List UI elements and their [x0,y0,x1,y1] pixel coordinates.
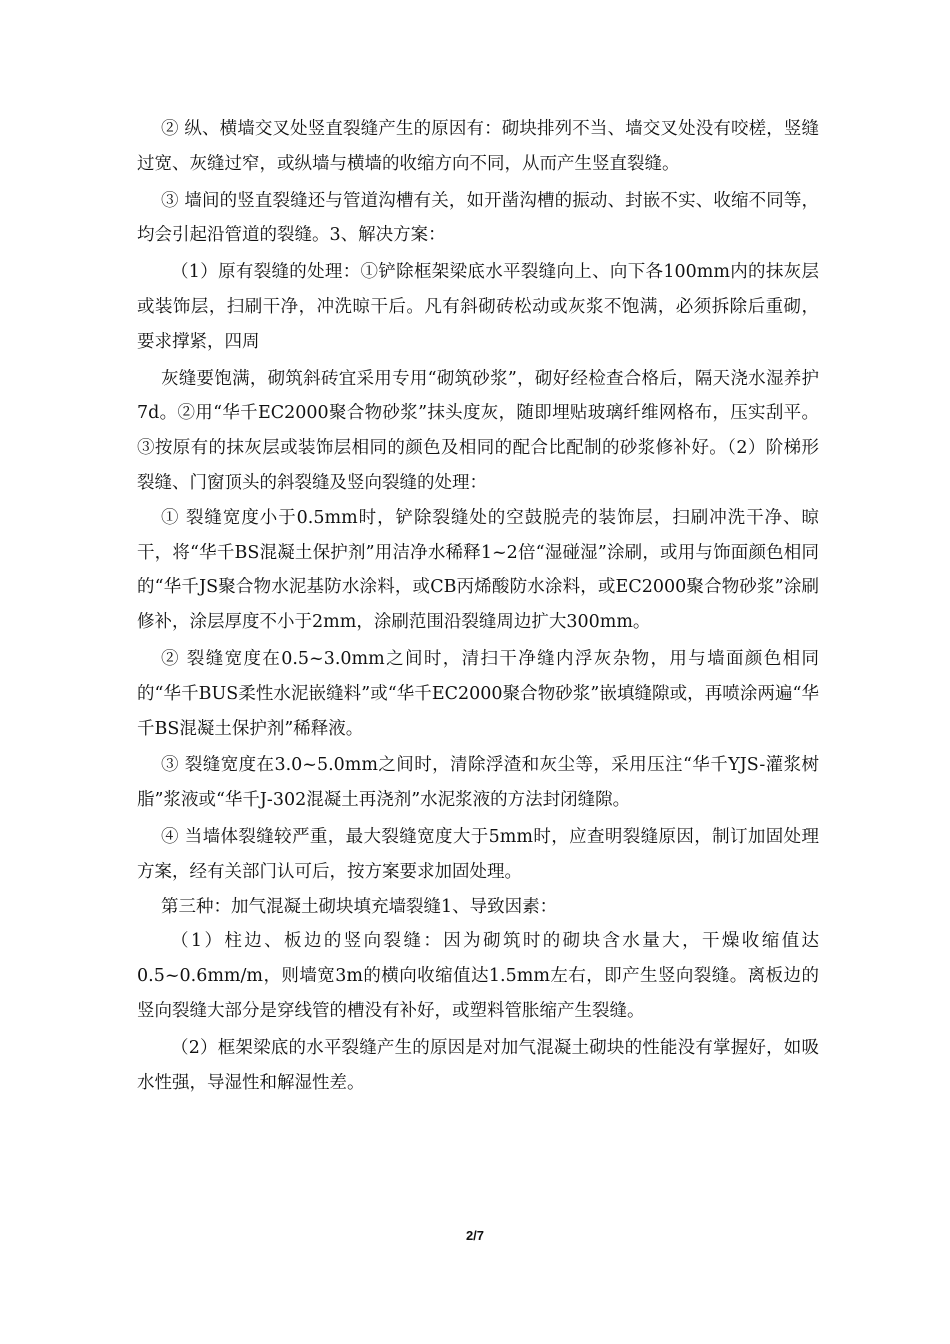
paragraph-4: 灰缝要饱满，砌筑斜砖宜采用专用“砌筑砂浆”，砌好经检查合格后，隔天浇水湿养护7d。②用“华千EC2000聚合物砂浆”抹头度灰，随即埋贴玻璃纤维网格布，压实刮平。③按原有的抹灰层或装饰层相同的颜色及相同的配合比配制的砂浆修补好。（2）阶梯形裂缝、门窗顶头的斜裂缝及竖向裂缝的处理： [137,368,819,493]
paragraph-10: （1）柱边、板边的竖向裂缝：因为砌筑时的砌块含水量大，干燥收缩值达0.5~0.6mm/m，则墙宽3m的横向收缩值达1.5mm左右，即产生竖向裂缝。离板边的竖向裂缝大部分是穿线管的槽没有补好，或塑料管胀缩产生裂缝。 [137,931,819,1021]
paragraph-8: ④ 当墙体裂缝较严重，最大裂缝宽度大于5mm时，应查明裂缝原因，制订加固处理方案，经有关部门认可后，按方案要求加固处理。 [137,826,819,882]
paragraph-9: 第三种：加气混凝土砌块填充墙裂缝1、导致因素： [161,896,558,917]
paragraph-1: ② 纵、横墙交叉处竖直裂缝产生的原因有：砌块排列不当、墙交叉处没有咬槎，竖缝过宽、灰缝过窄，或纵墙与横墙的收缩方向不同，从而产生竖直裂缝。 [137,119,819,174]
page-number: 2/7 [465,1228,485,1243]
paragraph-7: ③ 裂缝宽度在3.0~5.0mm之间时，清除浮渣和灰尘等，采用压注“华千YJS-灌浆树脂”浆液或“华千J-302混凝土再浇剂”水泥浆液的方法封闭缝隙。 [137,755,819,811]
paragraph-6: ② 裂缝宽度在0.5~3.0mm之间时，清扫干净缝内浮灰杂物，用与墙面颜色相同的“华千BUS柔性水泥嵌缝料”或“华千EC2000聚合物砂浆”嵌填缝隙或，再喷涂两遍“华千BS混凝土保护剂”稀释液。 [137,648,819,739]
paragraph-2: ③ 墙间的竖直裂缝还与管道沟槽有关，如开凿沟槽的振动、封嵌不实、收缩不同等，均会引起沿管道的裂缝。3、解决方案： [137,190,819,246]
document-body [137,112,819,1100]
paragraph-11: （2）框架梁底的水平裂缝产生的原因是对加气混凝土砌块的性能没有掌握好，如吸水性强，导湿性和解湿性差。 [137,1037,819,1093]
paragraph-5: ① 裂缝宽度小于0.5mm时，铲除裂缝处的空鼓脱壳的装饰层，扫刷冲洗干净、晾干，将“华千BS混凝土保护剂”用洁净水稀释1~2倍“湿碰湿”涂刷，或用与饰面颜色相同的“华千JS聚合物水泥基防水涂料，或CB丙烯酸防水涂料，或EC2000聚合物砂浆”涂刷修补，涂层厚度不小于2mm，涂刷范围沿裂缝周边扩大300mm。 [137,507,819,633]
paragraph-3: （1）原有裂缝的处理：①铲除框架梁底水平裂缝向上、向下各100mm内的抹灰层或装饰层，扫刷干净，冲洗晾干后。凡有斜砌砖松动或灰浆不饱满，必须拆除后重砌，要求撑紧，四周 [137,262,819,352]
